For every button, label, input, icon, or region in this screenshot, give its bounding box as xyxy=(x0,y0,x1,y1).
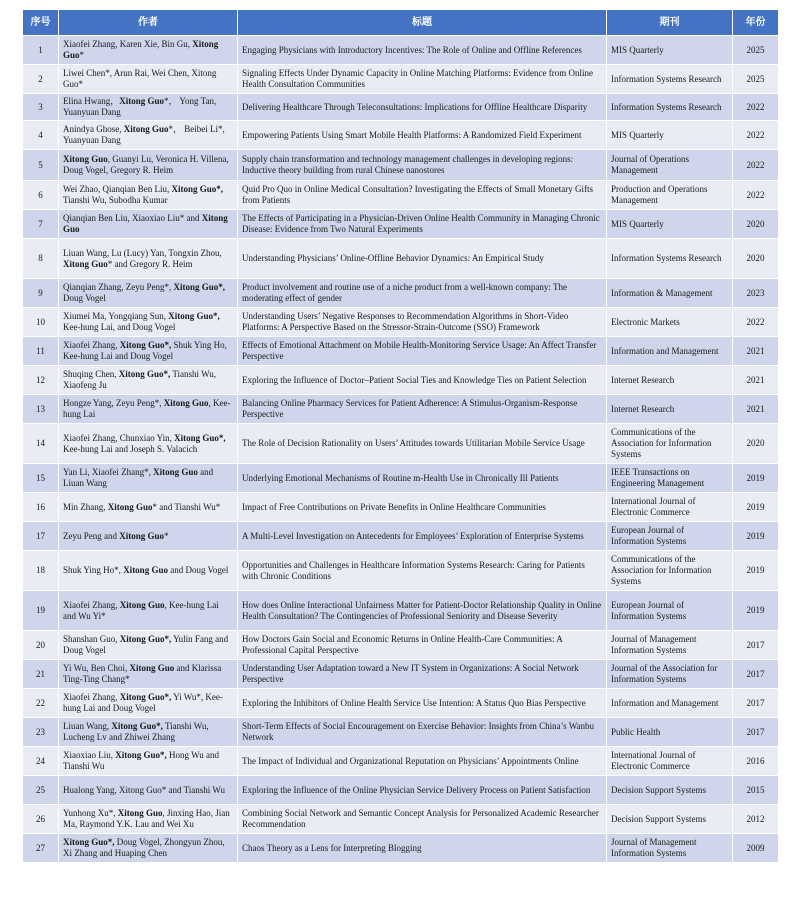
row-title: Combining Social Network and Semantic Concept Analysis for Personalized Academic Researcher Recommendation xyxy=(238,805,607,834)
row-year: 2009 xyxy=(733,834,779,863)
row-title: Delivering Healthcare Through Teleconsultations: Implications for Offline Healthcare Disparity xyxy=(238,94,607,121)
row-authors: Xitong Guo, Guanyi Lu, Veronica H. Villena, Doug Vogel, Gregory R. Heim xyxy=(59,150,238,181)
table-row xyxy=(23,834,779,863)
row-journal: Electronic Markets xyxy=(607,308,733,337)
row-number: 18 xyxy=(23,551,59,591)
table-row xyxy=(23,65,779,94)
header-year: 年份 xyxy=(733,10,779,36)
row-journal: Journal of Management Information Systems xyxy=(607,834,733,863)
table-row xyxy=(23,308,779,337)
row-year: 2022 xyxy=(733,308,779,337)
row-authors: Yan Li, Xiaofei Zhang*, Xitong Guo and Liuan Wang xyxy=(59,464,238,493)
row-authors: Liwei Chen*, Arun Rai, Wei Chen, Xitong Guo* xyxy=(59,65,238,94)
row-year: 2021 xyxy=(733,337,779,366)
row-title: Exploring the Influence of Doctor–Patient Social Ties and Knowledge Ties on Patient Selection xyxy=(238,366,607,395)
row-journal: Information Systems Research xyxy=(607,65,733,94)
row-title: Exploring the Influence of the Online Physician Service Delivery Process on Patient Satisfaction xyxy=(238,776,607,805)
row-authors: Shuqing Chen, Xitong Guo*, Tianshi Wu, Xiaofeng Ju xyxy=(59,366,238,395)
row-year: 2016 xyxy=(733,747,779,776)
row-year: 2012 xyxy=(733,805,779,834)
table-row xyxy=(23,493,779,522)
row-authors: Liuan Wang, Lu (Lucy) Yan, Tongxin Zhou, Xitong Guo* and Gregory R. Heim xyxy=(59,239,238,279)
row-year: 2022 xyxy=(733,121,779,150)
row-number: 21 xyxy=(23,660,59,689)
row-number: 3 xyxy=(23,94,59,121)
row-journal: Internet Research xyxy=(607,395,733,424)
row-number: 20 xyxy=(23,631,59,660)
row-authors: Elina Hwang，Xitong Guo*， Yong Tan, Yuanyuan Dang xyxy=(59,94,238,121)
row-title: Chaos Theory as a Lens for Interpreting Blogging xyxy=(238,834,607,863)
row-authors: Hualong Yang, Xitong Guo* and Tianshi Wu xyxy=(59,776,238,805)
table-row xyxy=(23,121,779,150)
row-authors: Liuan Wang, Xitong Guo*, Tianshi Wu, Lucheng Lv and Zhiwei Zhang xyxy=(59,718,238,747)
row-number: 7 xyxy=(23,210,59,239)
row-authors: Xiumei Ma, Yongqiang Sun, Xitong Guo*, Kee-hung Lai, and Doug Vogel xyxy=(59,308,238,337)
row-year: 2020 xyxy=(733,424,779,464)
table-row xyxy=(23,591,779,631)
row-authors: Anindya Ghose, Xitong Guo*， Beibei Li*, Yuanyuan Dang xyxy=(59,121,238,150)
row-journal: Public Health xyxy=(607,718,733,747)
table-row xyxy=(23,805,779,834)
table-row xyxy=(23,631,779,660)
table-row xyxy=(23,239,779,279)
row-journal: Information Systems Research xyxy=(607,239,733,279)
row-authors: Yi Wu, Ben Choi, Xitong Guo and Klarissa Ting-Ting Chang* xyxy=(59,660,238,689)
row-title: Supply chain transformation and technology management challenges in developing regions: Inductive theory building from rural Chinese nanostores xyxy=(238,150,607,181)
row-journal: International Journal of Electronic Commerce xyxy=(607,747,733,776)
row-journal: Journal of the Association for Information Systems xyxy=(607,660,733,689)
row-journal: Internet Research xyxy=(607,366,733,395)
row-number: 27 xyxy=(23,834,59,863)
table-row xyxy=(23,181,779,210)
row-year: 2017 xyxy=(733,689,779,718)
row-journal: MIS Quarterly xyxy=(607,210,733,239)
table-row xyxy=(23,424,779,464)
row-authors: Xiaofei Zhang, Karen Xie, Bin Gu, Xitong Guo* xyxy=(59,36,238,65)
row-authors: Qianqian Zhang, Zeyu Peng*, Xitong Guo*, Doug Vogel xyxy=(59,279,238,308)
row-title: A Multi-Level Investigation on Antecedents for Employees’ Exploration of Enterprise Systems xyxy=(238,522,607,551)
row-number: 5 xyxy=(23,150,59,181)
row-journal: IEEE Transactions on Engineering Management xyxy=(607,464,733,493)
row-authors: Xitong Guo*, Doug Vogel, Zhongyun Zhou, Xi Zhang and Huaping Chen xyxy=(59,834,238,863)
row-number: 16 xyxy=(23,493,59,522)
table-row xyxy=(23,718,779,747)
row-number: 10 xyxy=(23,308,59,337)
row-year: 2017 xyxy=(733,660,779,689)
header-no: 序号 xyxy=(23,10,59,36)
row-number: 2 xyxy=(23,65,59,94)
row-title: Engaging Physicians with Introductory Incentives: The Role of Online and Offline References xyxy=(238,36,607,65)
table-row xyxy=(23,747,779,776)
row-number: 14 xyxy=(23,424,59,464)
table-row xyxy=(23,366,779,395)
row-number: 25 xyxy=(23,776,59,805)
row-number: 8 xyxy=(23,239,59,279)
row-journal: Journal of Management Information Systems xyxy=(607,631,733,660)
row-title: The Impact of Individual and Organizational Reputation on Physicians’ Appointments Online xyxy=(238,747,607,776)
row-authors: Min Zhang, Xitong Guo* and Tianshi Wu* xyxy=(59,493,238,522)
row-journal: Communications of the Association for Information Systems xyxy=(607,424,733,464)
row-year: 2017 xyxy=(733,631,779,660)
row-authors: Xiaoxiao Liu, Xitong Guo*, Hong Wu and Tianshi Wu xyxy=(59,747,238,776)
row-journal: Information & Management xyxy=(607,279,733,308)
row-number: 17 xyxy=(23,522,59,551)
row-journal: Decision Support Systems xyxy=(607,805,733,834)
row-authors: Hongze Yang, Zeyu Peng*, Xitong Guo, Kee-hung Lai xyxy=(59,395,238,424)
row-year: 2019 xyxy=(733,551,779,591)
row-authors: Xiaofei Zhang, Xitong Guo, Kee-hung Lai and Wu Yi* xyxy=(59,591,238,631)
row-year: 2020 xyxy=(733,210,779,239)
table-row xyxy=(23,36,779,65)
row-title: How does Online Interactional Unfairness Matter for Patient-Doctor Relationship Quality in Online Health Consultation? The Contingencies of Professional Seniority and Disease Severity xyxy=(238,591,607,631)
row-number: 11 xyxy=(23,337,59,366)
row-authors: Wei Zhao, Qianqian Ben Liu, Xitong Guo*, Tianshi Wu, Subodha Kumar xyxy=(59,181,238,210)
table-row xyxy=(23,150,779,181)
row-year: 2019 xyxy=(733,522,779,551)
table-row xyxy=(23,395,779,424)
row-title: Understanding User Adaptation toward a New IT System in Organizations: A Social Network Perspective xyxy=(238,660,607,689)
table-row xyxy=(23,464,779,493)
row-journal: Communications of the Association for Information Systems xyxy=(607,551,733,591)
row-journal: Decision Support Systems xyxy=(607,776,733,805)
row-number: 9 xyxy=(23,279,59,308)
table-row xyxy=(23,337,779,366)
row-journal: MIS Quarterly xyxy=(607,36,733,65)
row-title: How Doctors Gain Social and Economic Returns in Online Health-Care Communities: A Professional Capital Perspective xyxy=(238,631,607,660)
row-number: 1 xyxy=(23,36,59,65)
row-year: 2025 xyxy=(733,65,779,94)
row-authors: Zeyu Peng and Xitong Guo* xyxy=(59,522,238,551)
row-number: 19 xyxy=(23,591,59,631)
row-title: Understanding Users’ Negative Responses to Recommendation Algorithms in Short-Video Platforms: A Perspective Based on the Stressor-Strain-Outcome (SSO) Framework xyxy=(238,308,607,337)
row-year: 2022 xyxy=(733,181,779,210)
row-journal: Journal of Operations Management xyxy=(607,150,733,181)
row-year: 2022 xyxy=(733,150,779,181)
table-row xyxy=(23,94,779,121)
row-title: Quid Pro Quo in Online Medical Consultation? Investigating the Effects of Small Monetary Gifts from Patients xyxy=(238,181,607,210)
row-year: 2015 xyxy=(733,776,779,805)
row-title: Opportunities and Challenges in Healthcare Information Systems Research: Caring for Patients with Chronic Conditions xyxy=(238,551,607,591)
row-year: 2020 xyxy=(733,239,779,279)
row-number: 23 xyxy=(23,718,59,747)
row-authors: Shanshan Guo, Xitong Guo*, Yulin Fang and Doug Vogel xyxy=(59,631,238,660)
row-title: Signaling Effects Under Dynamic Capacity in Online Matching Platforms: Evidence from Online Health Consultation Communities xyxy=(238,65,607,94)
row-number: 15 xyxy=(23,464,59,493)
table-body xyxy=(23,36,779,863)
row-title: Understanding Physicians’ Online-Offline Behavior Dynamics: An Empirical Study xyxy=(238,239,607,279)
header-journal: 期刊 xyxy=(607,10,733,36)
row-authors: Xiaofei Zhang, Xitong Guo*, Yi Wu*, Kee-hung Lai and Doug Vogel xyxy=(59,689,238,718)
row-journal: MIS Quarterly xyxy=(607,121,733,150)
row-journal: Information and Management xyxy=(607,337,733,366)
row-authors: Yunhong Xu*, Xitong Guo, Jinxing Hao, Jian Ma, Raymond Y.K. Lau and Wei Xu xyxy=(59,805,238,834)
table-row xyxy=(23,551,779,591)
row-authors: Shuk Ying Ho*, Xitong Guo and Doug Vogel xyxy=(59,551,238,591)
row-title: Empowering Patients Using Smart Mobile Health Platforms: A Randomized Field Experiment xyxy=(238,121,607,150)
table-row xyxy=(23,776,779,805)
row-number: 26 xyxy=(23,805,59,834)
row-journal: Information Systems Research xyxy=(607,94,733,121)
row-title: Product involvement and routine use of a niche product from a well-known company: The moderating effect of gender xyxy=(238,279,607,308)
row-year: 2019 xyxy=(733,591,779,631)
row-year: 2021 xyxy=(733,395,779,424)
header-title: 标题 xyxy=(238,10,607,36)
publications-table xyxy=(22,9,779,863)
row-title: The Role of Decision Rationality on Users’ Attitudes towards Utilitarian Mobile Service Usage xyxy=(238,424,607,464)
row-year: 2022 xyxy=(733,94,779,121)
table-row xyxy=(23,210,779,239)
row-journal: European Journal of Information Systems xyxy=(607,522,733,551)
row-number: 22 xyxy=(23,689,59,718)
row-year: 2017 xyxy=(733,718,779,747)
header-author: 作者 xyxy=(59,10,238,36)
row-title: Effects of Emotional Attachment on Mobile Health-Monitoring Service Usage: An Affect Transfer Perspective xyxy=(238,337,607,366)
row-year: 2019 xyxy=(733,464,779,493)
table-row xyxy=(23,522,779,551)
row-journal: Production and Operations Management xyxy=(607,181,733,210)
row-title: Short-Term Effects of Social Encouragement on Exercise Behavior: Insights from China’s Wanbu Network xyxy=(238,718,607,747)
row-journal: European Journal of Information Systems xyxy=(607,591,733,631)
row-number: 6 xyxy=(23,181,59,210)
row-number: 24 xyxy=(23,747,59,776)
table-row xyxy=(23,279,779,308)
table-row xyxy=(23,689,779,718)
row-year: 2025 xyxy=(733,36,779,65)
row-title: Impact of Free Contributions on Private Benefits in Online Healthcare Communities xyxy=(238,493,607,522)
row-authors: Xiaofei Zhang, Xitong Guo*, Shuk Ying Ho, Kee-hung Lai and Doug Vogel xyxy=(59,337,238,366)
row-year: 2021 xyxy=(733,366,779,395)
row-number: 4 xyxy=(23,121,59,150)
row-title: Underlying Emotional Mechanisms of Routine m-Health Use in Chronically Ill Patients xyxy=(238,464,607,493)
row-title: Balancing Online Pharmacy Services for Patient Adherence: A Stimulus-Organism-Response Perspective xyxy=(238,395,607,424)
row-year: 2019 xyxy=(733,493,779,522)
row-authors: Xiaofei Zhang, Chunxiao Yin, Xitong Guo*, Kee-hung Lai and Joseph S. Valacich xyxy=(59,424,238,464)
row-year: 2023 xyxy=(733,279,779,308)
row-journal: International Journal of Electronic Commerce xyxy=(607,493,733,522)
table-header-row xyxy=(23,10,779,36)
row-title: The Effects of Participating in a Physician-Driven Online Health Community in Managing Chronic Disease: Evidence from Two Natural Experiments xyxy=(238,210,607,239)
row-journal: Information and Management xyxy=(607,689,733,718)
row-number: 12 xyxy=(23,366,59,395)
row-title: Exploring the Inhibitors of Online Health Service Use Intention: A Status Quo Bias Perspective xyxy=(238,689,607,718)
row-authors: Qianqian Ben Liu, Xiaoxiao Liu* and Xitong Guo xyxy=(59,210,238,239)
row-number: 13 xyxy=(23,395,59,424)
table-row xyxy=(23,660,779,689)
